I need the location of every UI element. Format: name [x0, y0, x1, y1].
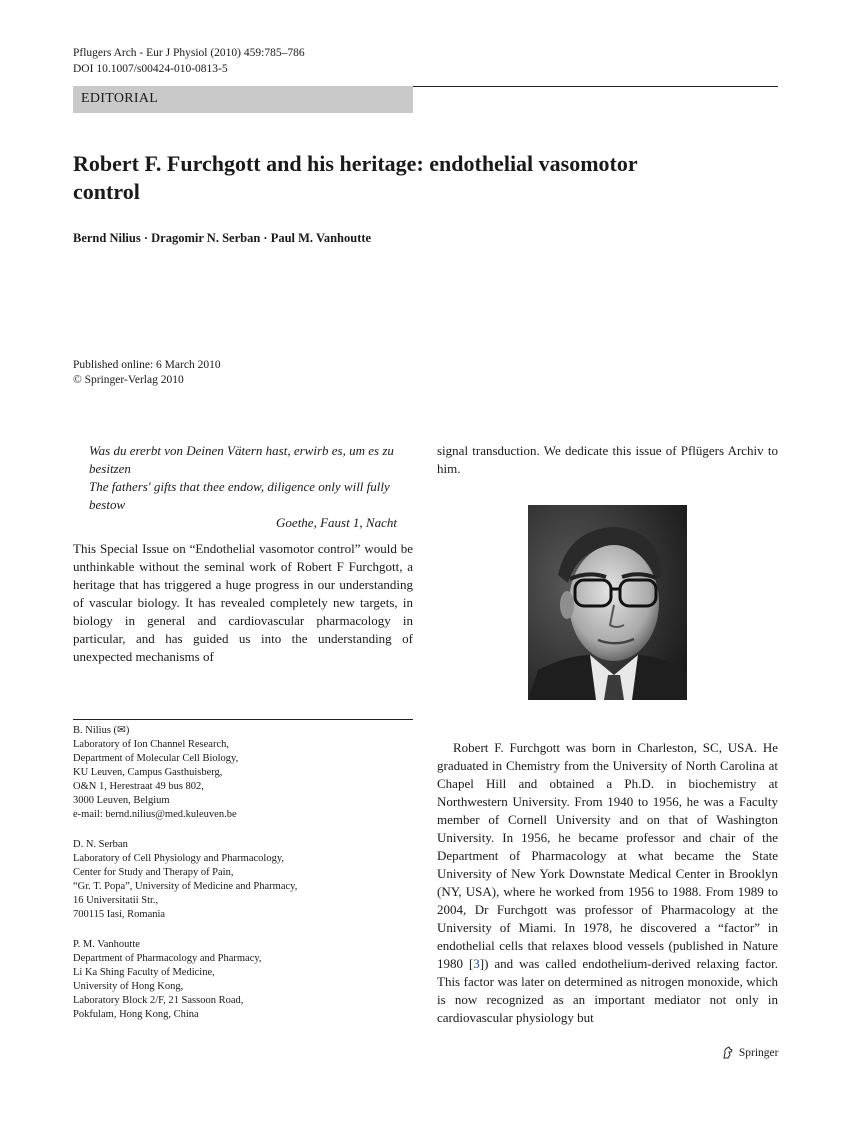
author-list: Bernd Nilius · Dragomir N. Serban · Paul M. Vanhoutte	[73, 231, 372, 245]
affiliation-line: D. N. Serban	[73, 839, 128, 850]
affiliation-line: Pokfulam, Hong Kong, China	[73, 1009, 199, 1020]
publisher-name: Springer	[738, 1047, 779, 1059]
article-title: Robert F. Furchgott and his heritage: endothelial vasomotor control	[73, 151, 638, 204]
section-label: EDITORIAL	[81, 91, 159, 106]
affiliation-line: Department of Molecular Cell Biology,	[73, 753, 239, 764]
affiliation-line: Laboratory of Ion Channel Research,	[73, 739, 229, 750]
paragraph-2-text-b: ]) and was called endothelium-derived relaxing factor. This factor was later on determined as nitrogen monoxide, which is now recognized as an important mediator not only in cardiovascular physiology but	[437, 956, 778, 1025]
paragraph-2-text-a: Robert F. Furchgott was born in Charleston, SC, USA. He graduated in Chemistry from the University of North Carolina at Chapel Hill and obtained a Ph.D. in biochemistry at Northwestern University. From 1940 to 1956, he was a Faculty member of Cornell University and on that of Washington University. In 1956, he became professor and chair of the Department of Pharmacology at what became the State University of New York Downstate Medical Center in Brooklyn (NY, USA), where he worked from 1956 to 1988. From 1989 to 2004, Dr Furchgott was professor of Pharmacology at the University of Miami. In 1978, he discovered a “factor” in endothelial cells that relaxes blood vessels (published in Nature 1980 [	[437, 740, 778, 971]
citation-link[interactable]: 3	[473, 956, 480, 971]
epigraph	[89, 442, 397, 532]
affiliation-line: Department of Pharmacology and Pharmacy,	[73, 953, 262, 964]
body-paragraph-1-continued: signal transduction. We dedicate this issue of Pflügers Archiv to him.	[437, 443, 778, 476]
journal-header	[73, 45, 305, 77]
affiliation-serban	[73, 838, 297, 922]
springer-horse-icon	[722, 1047, 739, 1059]
published-date: Published online: 6 March 2010	[73, 359, 221, 371]
portrait-photo	[528, 505, 687, 700]
affiliation-line: 3000 Leuven, Belgium	[73, 795, 170, 806]
journal-citation: Pflugers Arch - Eur J Physiol (2010) 459:785–786	[73, 47, 305, 59]
epigraph-german: Was du ererbt von Deinen Vätern hast, erwirb es, um es zu besitzen	[89, 443, 394, 476]
affiliation-line: 16 Universitatii Str.,	[73, 895, 159, 906]
affiliation-line: B. Nilius (✉)	[73, 725, 130, 736]
body-paragraph-2	[437, 739, 778, 1027]
affiliation-line: O&N 1, Herestraat 49 bus 802,	[73, 781, 204, 792]
copyright: © Springer-Verlag 2010	[73, 374, 184, 386]
publisher-footer	[722, 1046, 778, 1059]
affiliation-nilius	[73, 724, 238, 822]
affiliation-line: “Gr. T. Popa”, University of Medicine and Pharmacy,	[73, 881, 298, 892]
affiliation-line: KU Leuven, Campus Gasthuisberg,	[73, 767, 223, 778]
doi[interactable]: DOI 10.1007/s00424-010-0813-5	[73, 63, 228, 75]
affiliation-line: 700115 Iasi, Romania	[73, 909, 166, 920]
affiliation-line: Center for Study and Therapy of Pain,	[73, 867, 234, 878]
affiliation-line: Li Ka Shing Faculty of Medicine,	[73, 967, 215, 978]
affiliation-line: University of Hong Kong,	[73, 981, 184, 992]
affiliation-line: P. M. Vanhoutte	[73, 939, 140, 950]
body-paragraph-1: This Special Issue on “Endothelial vasomotor control” would be unthinkable without the seminal work of Robert F Furchgott, a heritage that has triggered a huge progress in our understanding of vascular biology. It has revealed completely new targets, in biology in general and cardiovascular pharmacology in particular, and has guided us into the understanding of unexpected mechanisms of	[73, 541, 413, 664]
affiliation-line: Laboratory Block 2/F, 21 Sassoon Road,	[73, 995, 244, 1006]
section-label-bar	[73, 86, 413, 113]
affiliation-line: Laboratory of Cell Physiology and Pharmacology,	[73, 853, 285, 864]
publication-info	[73, 358, 221, 388]
email-link[interactable]: e-mail: bernd.nilius@med.kuleuven.be	[73, 809, 237, 820]
header-rule	[413, 86, 778, 87]
affiliation-vanhoutte	[73, 938, 262, 1022]
affiliations-rule	[73, 719, 413, 720]
epigraph-attribution: Goethe, Faust 1, Nacht	[276, 515, 397, 530]
epigraph-english: The fathers' gifts that thee endow, diligence only will fully bestow	[89, 479, 390, 512]
